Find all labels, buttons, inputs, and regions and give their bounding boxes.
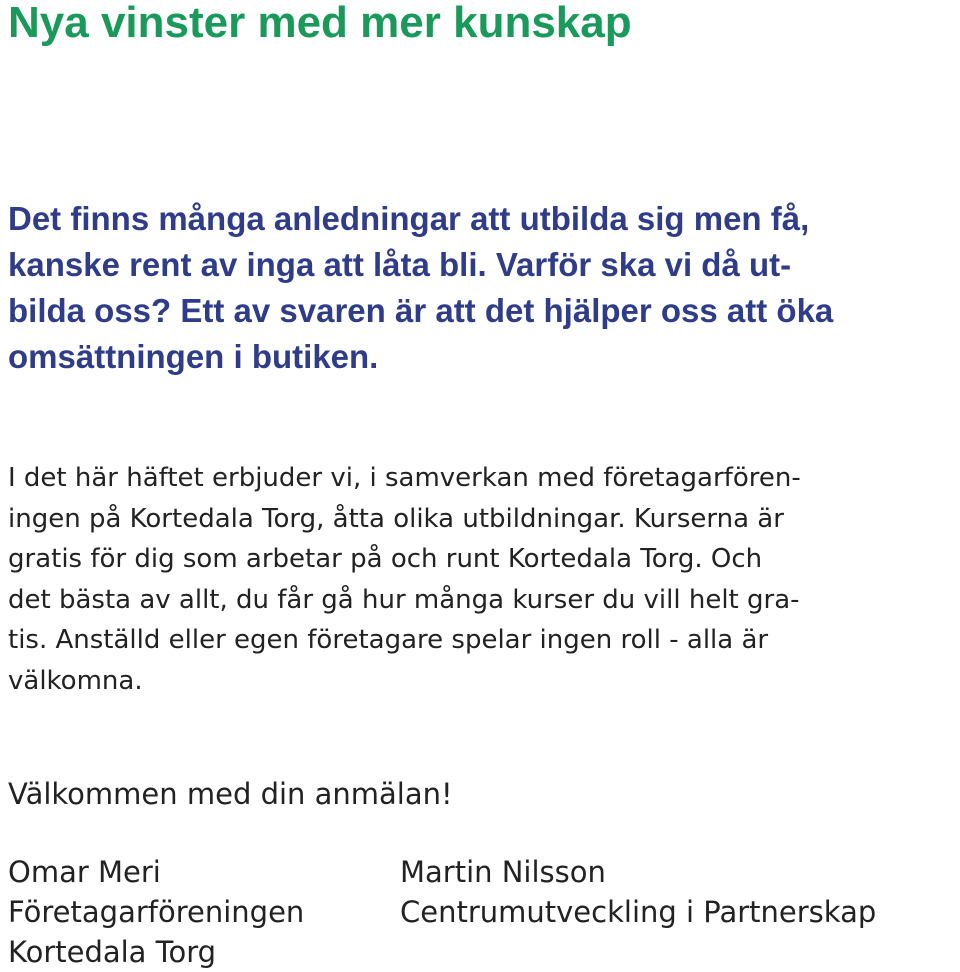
page-title: Nya vinster med mer kunskap bbox=[8, 0, 632, 47]
body-line: välkomna. bbox=[8, 665, 143, 696]
body-line: tis. Anställd eller egen företagare spelar ingen roll - alla är bbox=[8, 625, 769, 655]
body-line: det bästa av allt, du får gå hur många kurser du vill helt gra- bbox=[8, 584, 800, 615]
body-paragraph bbox=[8, 458, 958, 701]
intro-line: kanske rent av inga att låta bli. Varför ska vi då ut- bbox=[8, 246, 792, 283]
body-line: I det här häftet erbjuder vi, i samverkan med företagarfören- bbox=[8, 463, 801, 493]
intro-paragraph bbox=[8, 196, 958, 380]
body-line: ingen på Kortedala Torg, åtta olika utbildningar. Kurserna är bbox=[8, 503, 784, 534]
signature-martin-nilsson bbox=[400, 852, 876, 932]
signature-org: Centrumutveckling i Partnerskap bbox=[400, 895, 877, 929]
intro-line: Det finns många anledningar att utbilda sig men få, bbox=[8, 200, 810, 237]
signature-org: Kortedala Torg bbox=[8, 935, 217, 969]
intro-line: bilda oss? Ett av svaren är att det hjälper oss att öka bbox=[8, 292, 834, 329]
body-line: gratis för dig som arbetar på och runt Kortedala Torg. Och bbox=[8, 544, 763, 574]
welcome-text: Välkommen med din anmälan! bbox=[8, 777, 453, 811]
signature-org: Företagarföreningen bbox=[8, 895, 305, 929]
signature-omar-meri bbox=[8, 852, 304, 972]
signature-name: Martin Nilsson bbox=[400, 855, 606, 889]
intro-line: omsättningen i butiken. bbox=[8, 338, 379, 375]
signature-name: Omar Meri bbox=[8, 855, 161, 889]
